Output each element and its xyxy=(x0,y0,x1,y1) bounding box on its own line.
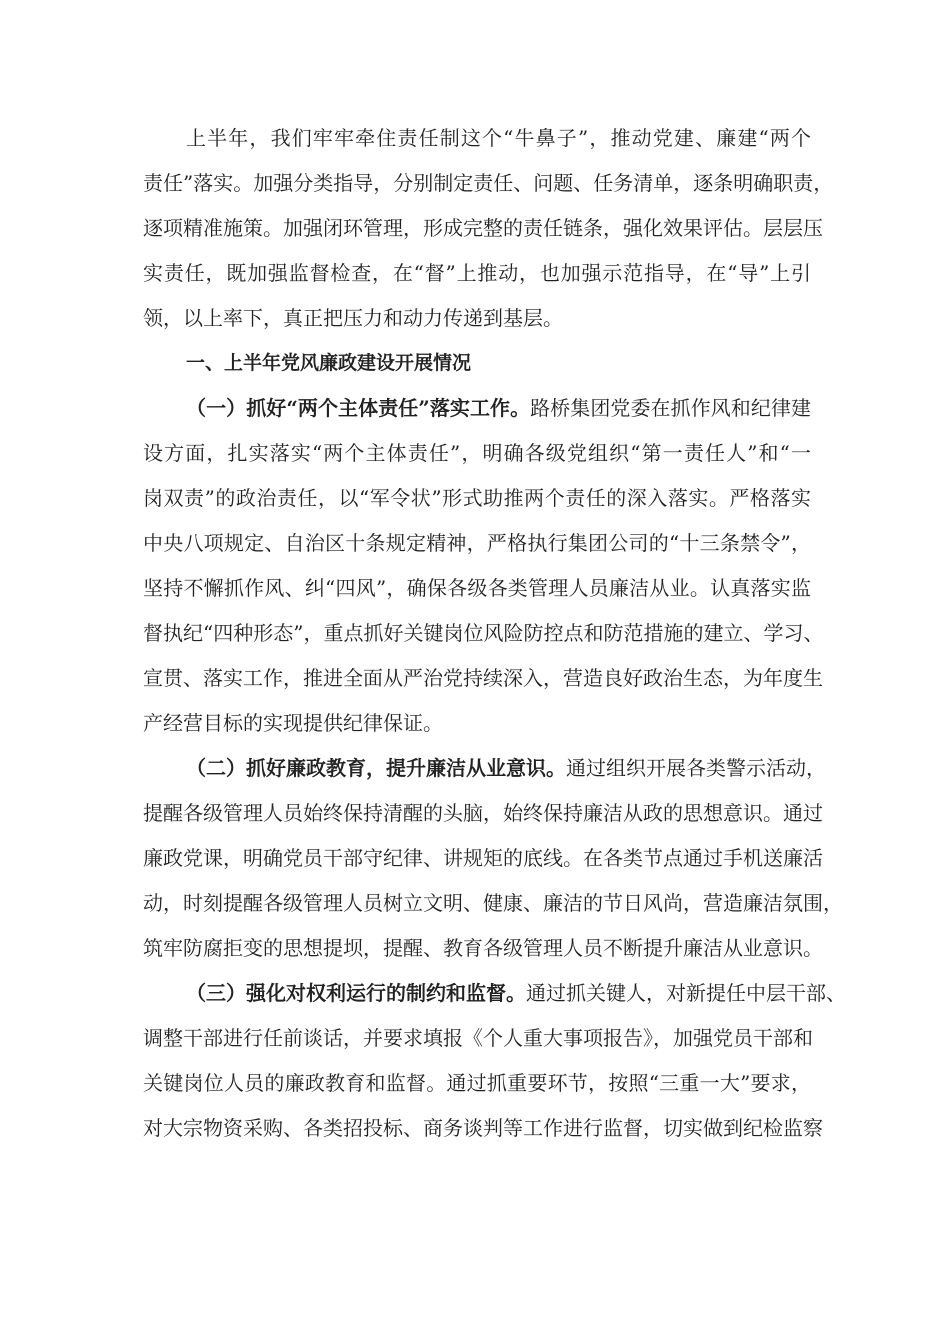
intro-paragraph-line: 责任”落实。加强分类指导，分别制定责任、问题、任务清单，逐条明确职责， xyxy=(143,171,834,195)
subsection-title: （三）强化对权利运行的制约和监督。 xyxy=(186,981,526,1005)
paragraph-line: 筑牢防腐拒变的思想提坝，提醒、教育各级管理人员不断提升廉洁从业意识。 xyxy=(143,936,823,960)
paragraph-line: 岗双责”的政治责任，以“军令状”形式助推两个责任的深入落实。严格落实 xyxy=(143,486,811,510)
paragraph-line: 坚持不懈抓作风、纠“四风”，确保各级各类管理人员廉洁从业。认真落实监 xyxy=(143,576,811,600)
subsection-first-line xyxy=(143,971,846,1016)
intro-paragraph-line: 逐项精准施策。加强闭环管理，形成完整的责任链条，强化效果评估。层层压 xyxy=(143,216,823,240)
subsection-title: （二）抓好廉政教育，提升廉洁从业意识。 xyxy=(186,756,566,780)
paragraph-line: 廉政党课，明确党员干部守纪律、讲规矩的底线。在各类节点通过手机送廉活 xyxy=(143,846,823,870)
paragraph-line: 对大宗物资采购、各类招投标、商务谈判等工作进行监督，切实做到纪检监察 xyxy=(143,1116,823,1140)
subsection-first-line xyxy=(143,746,826,791)
subsection-first-line xyxy=(143,386,811,431)
paragraph-line: 关键岗位人员的廉政教育和监督。通过抓重要环节，按照“三重一大”要求， xyxy=(143,1071,811,1095)
paragraph-line: 设方面，扎实落实“两个主体责任”，明确各级党组织“第一责任人”和“一 xyxy=(143,441,811,465)
paragraph-line: 中央八项规定、自治区十条规定精神，严格执行集团公司的“十三条禁令”， xyxy=(143,531,811,555)
document-page xyxy=(143,116,846,1151)
paragraph-line: 提醒各级管理人员始终保持清醒的头脑，始终保持廉洁从政的思想意识。通过 xyxy=(143,801,823,825)
subsection-text: 路桥集团党委在抓作风和纪律建 xyxy=(530,396,812,420)
subsection-text: 通过组织开展各类警示活动， xyxy=(566,756,826,780)
paragraph-line: 调整干部进行任前谈话，并要求填报《个人重大事项报告》，加强党员干部和 xyxy=(143,1026,813,1050)
paragraph-line: 动，时刻提醒各级管理人员树立文明、健康、廉洁的节日风尚，营造廉洁氛围， xyxy=(143,891,843,915)
paragraph-line: 督执纪“四种形态”，重点抓好关键岗位风险防控点和防范措施的建立、学习、 xyxy=(143,621,824,645)
intro-paragraph-line: 上半年，我们牢牢牵住责任制这个“牛鼻子”，推动党建、廉建“两个 xyxy=(186,126,811,150)
subsection-text: 通过抓关键人，对新提任中层干部、 xyxy=(526,981,846,1005)
intro-paragraph-line: 实责任，既加强监督检查，在“督”上推动，也加强示范指导，在“导”上引 xyxy=(143,261,811,285)
section-heading: 一、上半年党风廉政建设开展情况 xyxy=(186,352,472,374)
subsection-title: （一）抓好“两个主体责任”落实工作。 xyxy=(186,396,531,420)
paragraph-line: 产经营目标的实现提供纪律保证。 xyxy=(143,711,443,735)
paragraph-line: 宣贯、落实工作，推进全面从严治党持续深入，营造良好政治生态，为年度生 xyxy=(143,666,823,690)
intro-paragraph-line: 领，以上率下，真正把压力和动力传递到基层。 xyxy=(143,306,563,330)
